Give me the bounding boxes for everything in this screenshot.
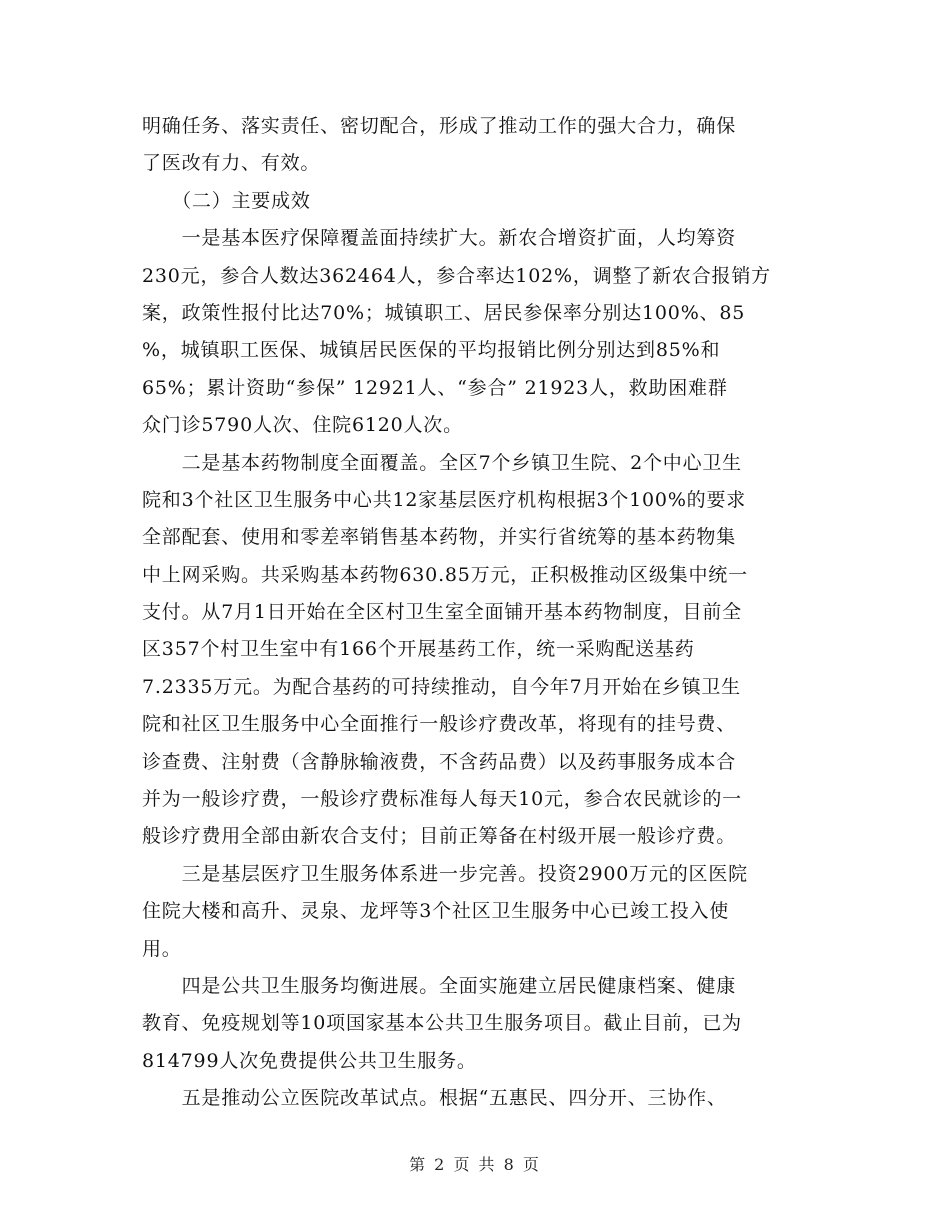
text-line: 众门诊5790人次、住院6120人次。 bbox=[142, 414, 463, 437]
page-number-footer: 第 2 页 共 8 页 bbox=[409, 1155, 541, 1174]
text-line: 四是公共卫生服务均衡进展。全面实施建立居民健康档案、健康 bbox=[142, 974, 737, 997]
text-line: 教育、免疫规划等10项国家基本公共卫生服务项目。截止目前，已为 bbox=[142, 1012, 742, 1035]
document-body bbox=[142, 108, 810, 1118]
text-line: 7.2335万元。为配合基药的可持续推动，自今年7月开始在乡镇卫生 bbox=[142, 675, 741, 698]
text-line: %，城镇职工医保、城镇居民医保的平均报销比例分别达到85%和 bbox=[142, 339, 721, 362]
text-line: 二是基本药物制度全面覆盖。全区7个乡镇卫生院、2个中心卫生 bbox=[142, 451, 742, 474]
text-line: 230元，参合人数达362464人，参合率达102%，调整了新农合报销方 bbox=[142, 264, 771, 287]
text-line: 三是基层医疗卫生服务体系进一步完善。投资2900万元的区医院 bbox=[142, 862, 748, 885]
text-line: 中上网采购。共采购基本药物630.85万元，正积极推动区级集中统一 bbox=[142, 563, 748, 586]
text-line: 一是基本医疗保障覆盖面持续扩大。新农合增资扩面，人均筹资 bbox=[142, 227, 737, 250]
text-line: 并为一般诊疗费，一般诊疗费标准每人每天10元，参合农民就诊的一 bbox=[142, 788, 742, 811]
text-line: 院和社区卫生服务中心全面推行一般诊疗费改革，将现有的挂号费、 bbox=[142, 713, 737, 736]
text-line: 支付。从7月1日开始在全区村卫生室全面铺开基本药物制度，目前全 bbox=[142, 601, 742, 624]
text-line: 住院大楼和高升、灵泉、龙坪等3个社区卫生服务中心已竣工投入使 bbox=[142, 900, 730, 923]
text-line: 般诊疗费用全部由新农合支付；目前正筹备在村级开展一般诊疗费。 bbox=[142, 825, 737, 848]
text-line: 区357个村卫生室中有166个开展基药工作，统一采购配送基药 bbox=[142, 638, 695, 661]
text-line: 65%；累计资助“参保” 12921人、“参合” 21923人，救助困难群 bbox=[142, 376, 728, 399]
text-line: 案，政策性报付比达70%；城镇职工、居民参保率分别达100%、85 bbox=[142, 301, 746, 324]
text-line: 了医改有力、有效。 bbox=[142, 152, 321, 175]
text-line: 814799人次免费提供公共卫生服务。 bbox=[142, 1049, 477, 1072]
text-line: 诊查费、注射费（含静脉输液费，不含药品费）以及药事服务成本合 bbox=[142, 750, 737, 773]
text-line: 明确任务、落实责任、密切配合，形成了推动工作的强大合力，确保 bbox=[142, 115, 737, 137]
text-line: 全部配套、使用和零差率销售基本药物，并实行省统筹的基本药物集 bbox=[142, 526, 737, 549]
text-line: 院和3个社区卫生服务中心共12家基层医疗机构根据3个100%的要求 bbox=[142, 488, 747, 511]
text-line: 五是推动公立医院改革试点。根据“五惠民、四分开、三协作、 bbox=[142, 1087, 727, 1110]
section-heading: （二）主要成效 bbox=[142, 189, 311, 212]
text-line: 用。 bbox=[142, 937, 182, 960]
